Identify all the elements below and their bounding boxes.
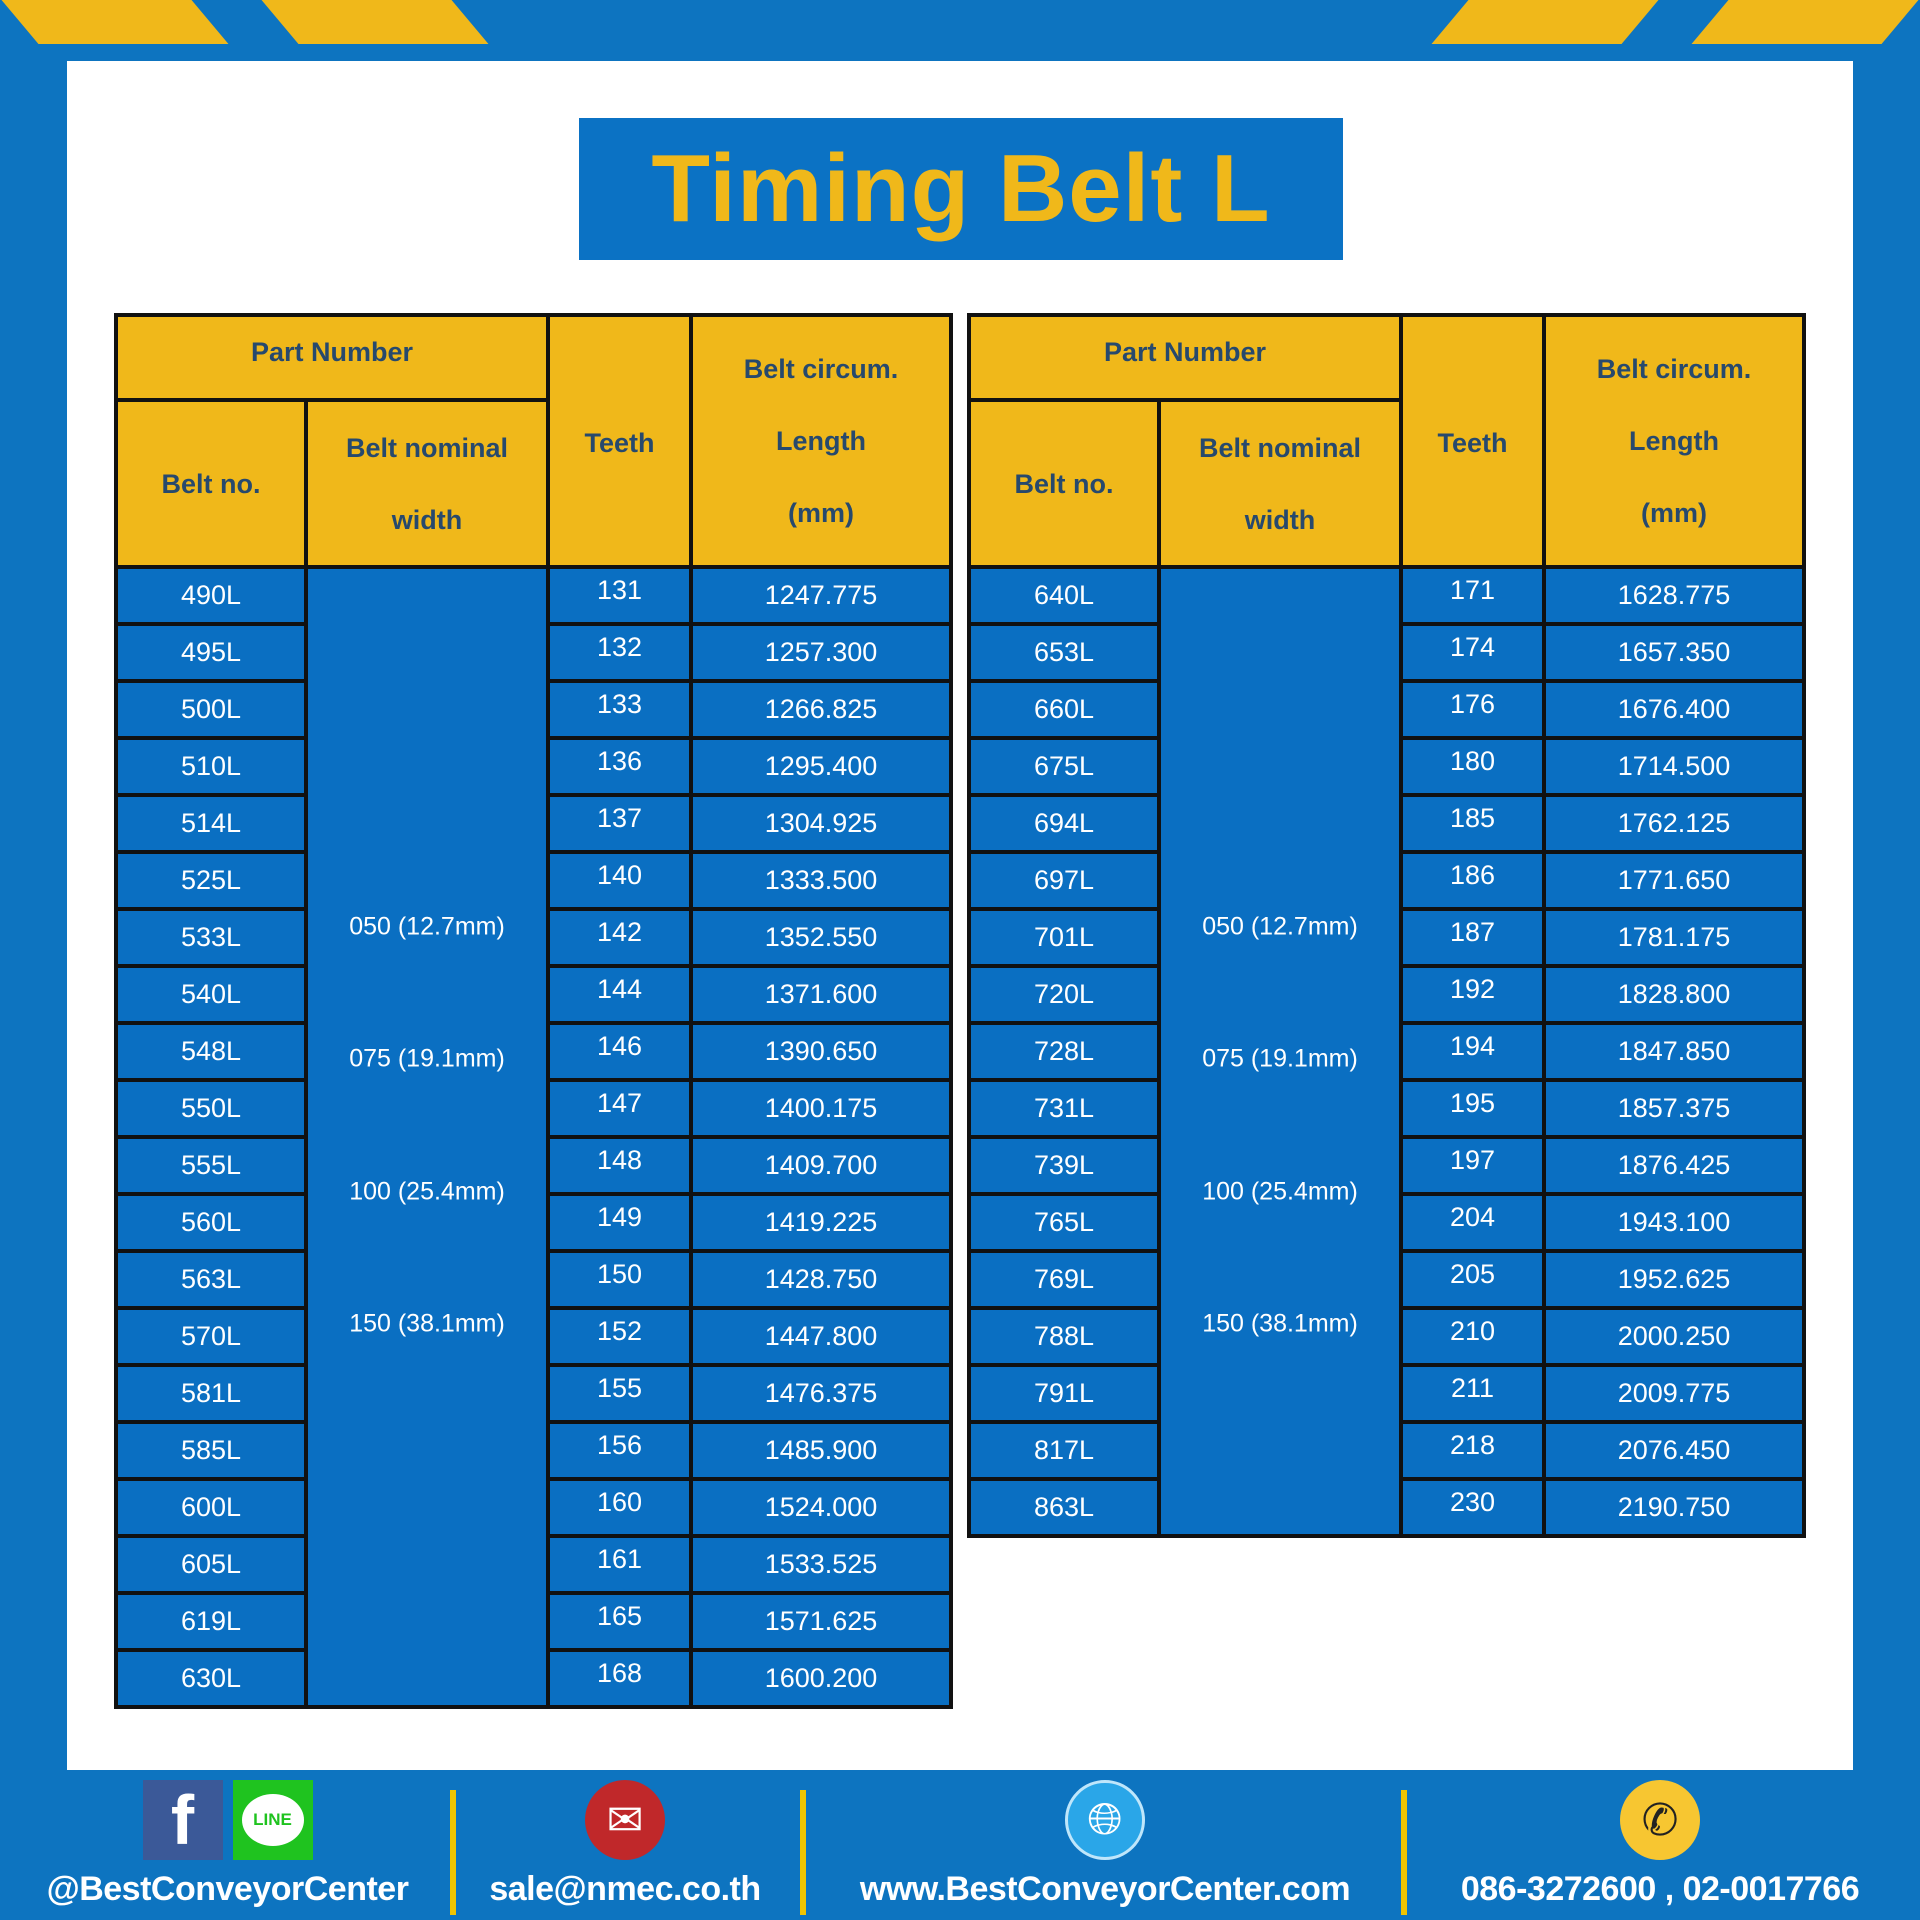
teeth-cell: 185 (1401, 795, 1544, 852)
divider (800, 1790, 806, 1915)
belt-no-cell: 640L (969, 567, 1159, 624)
width-label: 050 (12.7mm) (1202, 912, 1358, 941)
belt-no-cell: 605L (116, 1536, 306, 1593)
length-cell: 1952.625 (1544, 1251, 1804, 1308)
teeth-cell: 131 (548, 567, 691, 624)
length-cell: 1419.225 (691, 1194, 951, 1251)
teeth-cell: 186 (1401, 852, 1544, 909)
teeth-cell: 174 (1401, 624, 1544, 681)
length-cell: 1485.900 (691, 1422, 951, 1479)
header-width: Belt nominal width (1159, 400, 1401, 567)
teeth-cell: 146 (548, 1023, 691, 1080)
length-cell: 1857.375 (1544, 1080, 1804, 1137)
length-cell: 1876.425 (1544, 1137, 1804, 1194)
length-cell: 1352.550 (691, 909, 951, 966)
length-cell: 2009.775 (1544, 1365, 1804, 1422)
length-cell: 1447.800 (691, 1308, 951, 1365)
email-icon: ✉ (585, 1780, 665, 1860)
teeth-cell: 180 (1401, 738, 1544, 795)
teeth-cell: 194 (1401, 1023, 1544, 1080)
header-part-number: Part Number (969, 315, 1401, 400)
header-width: Belt nominal width (306, 400, 548, 567)
teeth-cell: 210 (1401, 1308, 1544, 1365)
length-cell: 2000.250 (1544, 1308, 1804, 1365)
length-cell: 1257.300 (691, 624, 951, 681)
belt-no-cell: 533L (116, 909, 306, 966)
belt-no-cell: 653L (969, 624, 1159, 681)
length-cell: 1628.775 (1544, 567, 1804, 624)
teeth-cell: 204 (1401, 1194, 1544, 1251)
table-row (969, 567, 1804, 624)
belt-no-cell: 765L (969, 1194, 1159, 1251)
length-cell: 1571.625 (691, 1593, 951, 1650)
length-cell: 1266.825 (691, 681, 951, 738)
belt-no-cell: 570L (116, 1308, 306, 1365)
belt-no-cell: 581L (116, 1365, 306, 1422)
belt-no-cell: 560L (116, 1194, 306, 1251)
belt-no-cell: 495L (116, 624, 306, 681)
length-cell: 1371.600 (691, 966, 951, 1023)
decor-stripe (1692, 0, 1919, 44)
table-row (116, 567, 951, 624)
length-cell: 1304.925 (691, 795, 951, 852)
decor-stripe (262, 0, 489, 44)
teeth-cell: 211 (1401, 1365, 1544, 1422)
length-cell: 1428.750 (691, 1251, 951, 1308)
length-cell: 1847.850 (1544, 1023, 1804, 1080)
length-cell: 1295.400 (691, 738, 951, 795)
width-label: 075 (19.1mm) (1202, 1044, 1358, 1073)
length-cell: 1247.775 (691, 567, 951, 624)
teeth-cell: 205 (1401, 1251, 1544, 1308)
length-cell: 1533.525 (691, 1536, 951, 1593)
phone-numbers: 086-3272600 , 02-0017766 (1460, 1870, 1860, 1908)
belt-no-cell: 817L (969, 1422, 1159, 1479)
footer-phone[interactable] (1420, 1770, 1900, 1920)
teeth-cell: 218 (1401, 1422, 1544, 1479)
teeth-cell: 171 (1401, 567, 1544, 624)
belt-no-cell: 514L (116, 795, 306, 852)
line-icon[interactable]: LINE (233, 1780, 313, 1860)
belt-no-cell: 720L (969, 966, 1159, 1023)
teeth-cell: 197 (1401, 1137, 1544, 1194)
teeth-cell: 155 (548, 1365, 691, 1422)
decor-stripe (1432, 0, 1659, 44)
belt-no-cell: 791L (969, 1365, 1159, 1422)
belt-no-cell: 563L (116, 1251, 306, 1308)
length-cell: 1714.500 (1544, 738, 1804, 795)
belt-no-cell: 500L (116, 681, 306, 738)
divider (1401, 1790, 1407, 1915)
teeth-cell: 152 (548, 1308, 691, 1365)
teeth-cell: 187 (1401, 909, 1544, 966)
teeth-cell: 140 (548, 852, 691, 909)
belt-no-cell: 694L (969, 795, 1159, 852)
teeth-cell: 149 (548, 1194, 691, 1251)
teeth-cell: 161 (548, 1536, 691, 1593)
footer-email[interactable] (470, 1770, 780, 1920)
width-cell (306, 567, 548, 1707)
teeth-cell: 133 (548, 681, 691, 738)
length-cell: 1524.000 (691, 1479, 951, 1536)
length-cell: 1676.400 (1544, 681, 1804, 738)
belt-no-cell: 600L (116, 1479, 306, 1536)
length-cell: 1476.375 (691, 1365, 951, 1422)
teeth-cell: 136 (548, 738, 691, 795)
footer (0, 1770, 1920, 1920)
teeth-cell: 137 (548, 795, 691, 852)
length-cell: 1390.650 (691, 1023, 951, 1080)
header-teeth: Teeth (1401, 315, 1544, 567)
width-label: 050 (12.7mm) (349, 912, 505, 941)
belt-table-right (967, 313, 1806, 1538)
belt-no-cell: 701L (969, 909, 1159, 966)
belt-no-cell: 697L (969, 852, 1159, 909)
belt-no-cell: 490L (116, 567, 306, 624)
belt-no-cell: 863L (969, 1479, 1159, 1536)
email-address: sale@nmec.co.th (489, 1870, 761, 1908)
belt-no-cell: 660L (969, 681, 1159, 738)
width-label: 100 (25.4mm) (349, 1177, 505, 1206)
facebook-icon[interactable]: f (143, 1780, 223, 1860)
length-cell: 1771.650 (1544, 852, 1804, 909)
social-handle: @BestConveyorCenter (46, 1870, 409, 1908)
teeth-cell: 230 (1401, 1479, 1544, 1536)
length-cell: 2190.750 (1544, 1479, 1804, 1536)
length-cell: 1828.800 (1544, 966, 1804, 1023)
teeth-cell: 142 (548, 909, 691, 966)
phone-icon: ✆ (1620, 1780, 1700, 1860)
teeth-cell: 165 (548, 1593, 691, 1650)
length-cell: 1657.350 (1544, 624, 1804, 681)
width-label: 150 (38.1mm) (1202, 1309, 1358, 1338)
length-cell: 1943.100 (1544, 1194, 1804, 1251)
length-cell: 2076.450 (1544, 1422, 1804, 1479)
length-cell: 1781.175 (1544, 909, 1804, 966)
header-teeth: Teeth (548, 315, 691, 567)
belt-no-cell: 769L (969, 1251, 1159, 1308)
footer-website[interactable] (820, 1770, 1390, 1920)
teeth-cell: 160 (548, 1479, 691, 1536)
belt-no-cell: 555L (116, 1137, 306, 1194)
belt-no-cell: 675L (969, 738, 1159, 795)
belt-no-cell: 788L (969, 1308, 1159, 1365)
belt-no-cell: 548L (116, 1023, 306, 1080)
teeth-cell: 147 (548, 1080, 691, 1137)
teeth-cell: 168 (548, 1650, 691, 1707)
length-cell: 1600.200 (691, 1650, 951, 1707)
length-cell: 1400.175 (691, 1080, 951, 1137)
header-part-number: Part Number (116, 315, 548, 400)
teeth-cell: 176 (1401, 681, 1544, 738)
decor-stripe (2, 0, 229, 44)
width-cell (1159, 567, 1401, 1536)
belt-no-cell: 540L (116, 966, 306, 1023)
teeth-cell: 195 (1401, 1080, 1544, 1137)
belt-no-cell: 550L (116, 1080, 306, 1137)
belt-no-cell: 731L (969, 1080, 1159, 1137)
width-label: 075 (19.1mm) (349, 1044, 505, 1073)
belt-no-cell: 728L (969, 1023, 1159, 1080)
divider (450, 1790, 456, 1915)
belt-no-cell: 510L (116, 738, 306, 795)
length-cell: 1333.500 (691, 852, 951, 909)
belt-table-left (114, 313, 953, 1709)
website-link: www.BestConveyorCenter.com (859, 1870, 1351, 1908)
footer-social[interactable] (30, 1770, 425, 1920)
header-belt-no: Belt no. (116, 400, 306, 567)
belt-no-cell: 585L (116, 1422, 306, 1479)
teeth-cell: 150 (548, 1251, 691, 1308)
teeth-cell: 144 (548, 966, 691, 1023)
belt-no-cell: 630L (116, 1650, 306, 1707)
teeth-cell: 156 (548, 1422, 691, 1479)
belt-no-cell: 739L (969, 1137, 1159, 1194)
header-length: Belt circum. Length (mm) (691, 315, 951, 567)
width-label: 100 (25.4mm) (1202, 1177, 1358, 1206)
length-cell: 1762.125 (1544, 795, 1804, 852)
header-length: Belt circum. Length (mm) (1544, 315, 1804, 567)
teeth-cell: 192 (1401, 966, 1544, 1023)
belt-no-cell: 525L (116, 852, 306, 909)
width-label: 150 (38.1mm) (349, 1309, 505, 1338)
teeth-cell: 148 (548, 1137, 691, 1194)
teeth-cell: 132 (548, 624, 691, 681)
belt-no-cell: 619L (116, 1593, 306, 1650)
globe-icon: 🌐︎ (1065, 1780, 1145, 1860)
header-belt-no: Belt no. (969, 400, 1159, 567)
length-cell: 1409.700 (691, 1137, 951, 1194)
page-title: Timing Belt L (579, 118, 1343, 260)
